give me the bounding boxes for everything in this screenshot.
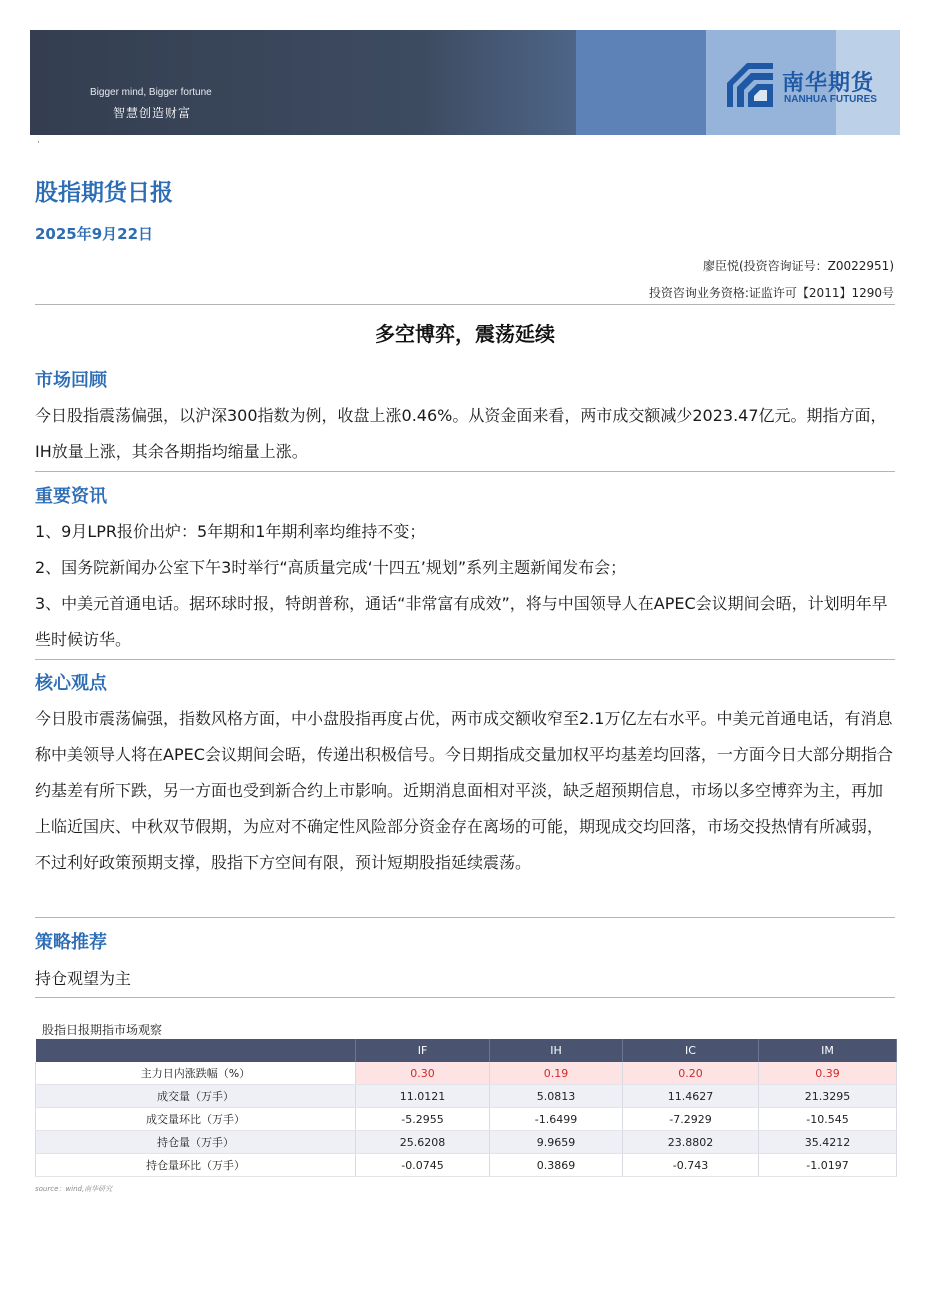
news-item: 3、中美元首通电话。据环球时报，特朗普称，通话“非常富有成效”，将与中国领导人在APEC会议期间会晤，计划明年早些时候访华。 bbox=[35, 594, 888, 649]
slogan-chinese: 智慧创造财富 bbox=[113, 106, 192, 120]
market-observation-table bbox=[35, 1039, 897, 1177]
section-title-news: 重要资讯 bbox=[35, 486, 107, 507]
divider bbox=[35, 471, 895, 472]
column-header: IF bbox=[356, 1039, 490, 1062]
section-title-view: 核心观点 bbox=[35, 673, 107, 694]
header-banner bbox=[30, 30, 900, 135]
table-cell: 11.4627 bbox=[623, 1085, 759, 1108]
table-cell: 9.9659 bbox=[490, 1131, 623, 1154]
column-header: IC bbox=[623, 1039, 759, 1062]
table-row bbox=[36, 1154, 897, 1177]
table-row bbox=[36, 1131, 897, 1154]
table-row bbox=[36, 1108, 897, 1131]
table-cell: -1.0197 bbox=[759, 1154, 897, 1177]
table-row bbox=[36, 1062, 897, 1085]
news-item: 1、9月LPR报价出炉：5年期和1年期利率均维持不变； bbox=[35, 522, 426, 541]
table-row bbox=[36, 1085, 897, 1108]
view-paragraph: 今日股市震荡偏强，指数风格方面，中小盘股指再度占优，两市成交额收窄至2.1万亿左右水平。中美元首通电话，有消息称中美领导人将在APEC会议期间会晤，传递出积极信号。今日期指成交量加权平均基差均回落，一方面今日大部分期指合约基差有所下跌，另一方面也受到新合约上市影响。近期消息面相对平淡，缺乏超预期信息，市场以多空博弈为主，再加上临近国庆、中秋双节假期，为应对不确定性风险部分资金存在离场的可能，期现成交均回落，市场交投热情有所减弱，不过利好政策预期支撑，股指下方空间有限，预计短期股指延续震荡。 bbox=[35, 709, 893, 872]
divider bbox=[35, 304, 895, 305]
table-title: 股指日报期指市场观察 bbox=[42, 1023, 163, 1037]
report-title: 股指期货日报 bbox=[35, 180, 173, 206]
divider bbox=[35, 659, 895, 660]
table-cell: 5.0813 bbox=[490, 1085, 623, 1108]
source-note: source：wind,南华研究 bbox=[35, 1185, 113, 1193]
table-cell: 35.4212 bbox=[759, 1131, 897, 1154]
nanhua-logo-icon bbox=[727, 63, 773, 107]
row-label: 成交量环比（万手） bbox=[36, 1108, 356, 1131]
news-list bbox=[35, 514, 897, 658]
column-header: IH bbox=[490, 1039, 623, 1062]
table-cell: -1.6499 bbox=[490, 1108, 623, 1131]
headline: 多空博弈，震荡延续 bbox=[375, 322, 555, 346]
table-cell: 0.30 bbox=[356, 1062, 490, 1085]
banner-band bbox=[576, 30, 706, 135]
report-date: 2025年9月22日 bbox=[35, 225, 154, 243]
section-title-strategy: 策略推荐 bbox=[35, 932, 107, 953]
column-header: IM bbox=[759, 1039, 897, 1062]
table-cell: 21.3295 bbox=[759, 1085, 897, 1108]
table-cell: -10.545 bbox=[759, 1108, 897, 1131]
slogan-english: Bigger mind, Bigger fortune bbox=[90, 87, 212, 98]
table-cell: -5.2955 bbox=[356, 1108, 490, 1131]
analyst-credit: 廖臣悦(投资咨询证号：Z0022951) bbox=[702, 259, 894, 273]
table-cell: 0.19 bbox=[490, 1062, 623, 1085]
license-info: 投资咨询业务资格:证监许可【2011】1290号 bbox=[648, 286, 894, 300]
table-header-row bbox=[36, 1039, 897, 1062]
table-cell: 23.8802 bbox=[623, 1131, 759, 1154]
row-label: 持仓量（万手） bbox=[36, 1131, 356, 1154]
logo-text: 南华期货 bbox=[782, 71, 875, 96]
logo-subtext: NANHUA FUTURES bbox=[784, 94, 877, 105]
strategy-text: 持仓观望为主 bbox=[35, 969, 132, 988]
table-cell: 25.6208 bbox=[356, 1131, 490, 1154]
table-cell: 0.20 bbox=[623, 1062, 759, 1085]
news-item: 2、国务院新闻办公室下午3时举行“高质量完成‘十四五’规划”系列主题新闻发布会； bbox=[35, 558, 627, 577]
table-cell: 0.3869 bbox=[490, 1154, 623, 1177]
section-title-review: 市场回顾 bbox=[35, 370, 107, 391]
divider bbox=[35, 997, 895, 998]
row-label: 持仓量环比（万手） bbox=[36, 1154, 356, 1177]
page-marker: · bbox=[37, 138, 40, 148]
table-cell: 0.39 bbox=[759, 1062, 897, 1085]
row-label: 成交量（万手） bbox=[36, 1085, 356, 1108]
review-paragraph: 今日股指震荡偏强，以沪深300指数为例，收盘上涨0.46%。从资金面来看，两市成交额减少2023.47亿元。期指方面，IH放量上涨，其余各期指均缩量上涨。 bbox=[35, 406, 887, 461]
column-header bbox=[36, 1039, 356, 1062]
table-cell: -0.0745 bbox=[356, 1154, 490, 1177]
table-cell: 11.0121 bbox=[356, 1085, 490, 1108]
divider bbox=[35, 917, 895, 918]
table-cell: -7.2929 bbox=[623, 1108, 759, 1131]
table-cell: -0.743 bbox=[623, 1154, 759, 1177]
row-label: 主力日内涨跌幅（%） bbox=[36, 1062, 356, 1085]
